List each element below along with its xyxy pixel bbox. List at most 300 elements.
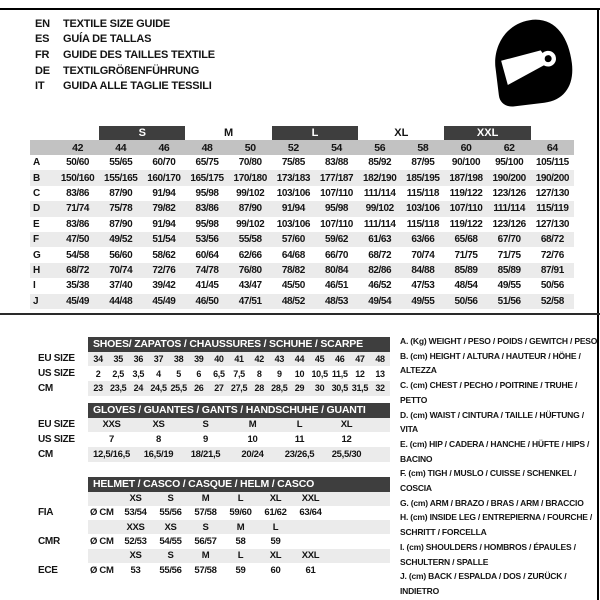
size-number-cell: 60 (444, 140, 487, 155)
value-cell: 24 (133, 383, 144, 394)
value-cell: XXS (102, 419, 121, 431)
gloves-table-body (30, 418, 390, 462)
measurement-cell: 84/88 (401, 263, 444, 278)
gloves-table-row (30, 432, 390, 447)
measurement-cell: 99/102 (358, 201, 401, 216)
measurement-cell: 83/88 (325, 157, 349, 169)
measurement-cell: 44/48 (99, 294, 142, 309)
row-values (88, 366, 390, 381)
measurement-cell: 105/115 (535, 157, 569, 169)
measurement-cell: 64/68 (281, 249, 305, 261)
textile-size-table (30, 126, 574, 309)
size-label-cell: XL (269, 550, 282, 562)
band-spacer (56, 126, 99, 140)
size-label-cell: XXS (126, 521, 145, 533)
measurement-cell: 50/56 (444, 294, 487, 309)
row-unit-label: EU SIZE (38, 419, 75, 431)
value-cell: 29 (294, 383, 305, 394)
measurement-cell: 70/74 (99, 263, 142, 278)
row-values (88, 549, 390, 563)
measurement-cell: 87/90 (109, 218, 133, 230)
measurement-cell: 71/75 (454, 249, 478, 261)
size-number-cell: 56 (358, 140, 401, 155)
measurement-cell: 46/52 (368, 280, 392, 292)
measurement-row (30, 217, 574, 232)
measurement-cell: 95/98 (315, 201, 358, 216)
value-cell: 4 (156, 368, 161, 379)
measurement-cell: 56/60 (109, 249, 133, 261)
language-row (35, 32, 215, 48)
language-row (35, 63, 215, 79)
measurement-cell: 48/53 (315, 294, 358, 309)
size-number-row (30, 140, 574, 155)
measurement-cell: 95/98 (195, 187, 219, 199)
measurement-cell: 46/50 (185, 294, 228, 309)
measurement-cell: 87/91 (531, 263, 574, 278)
value-cell: 13 (375, 368, 385, 379)
language-code: DE (35, 64, 50, 77)
value-cell: 6,5 (213, 368, 225, 379)
measurement-cell: 49/55 (497, 280, 521, 292)
row-unit-label: US SIZE (38, 434, 75, 446)
shoes-table-row (30, 352, 390, 367)
measurement-cell: 37/40 (109, 280, 133, 292)
value-cell: 43 (274, 353, 285, 364)
measurement-cell: 68/72 (368, 249, 392, 261)
value-cell: 47 (355, 353, 365, 364)
measurement-cell: 47/53 (411, 280, 435, 292)
measurement-cell: 83/86 (66, 218, 90, 230)
size-number-cell: 64 (531, 140, 574, 155)
measurement-cell: 65/75 (195, 157, 219, 169)
legend-item: H. (cm) INSIDE LEG / ENTREPIERNA / FOURCHE / SCHRITT / FORCELLA (400, 512, 593, 538)
size-group-label: XL (394, 127, 409, 139)
gloves-table-row (30, 447, 390, 462)
measurement-cell: 170/180 (229, 170, 272, 185)
language-list (35, 16, 215, 94)
measurement-cell: 185/195 (401, 170, 444, 185)
measurement-cell: 72/76 (142, 263, 185, 278)
measurement-row (30, 263, 574, 278)
size-label-cell: XL (269, 493, 282, 505)
value-cell: 16,5/19 (143, 448, 174, 460)
measurement-cell: 59/62 (315, 232, 358, 247)
measurement-cell: 50/56 (540, 280, 564, 292)
value-cell: 39 (194, 353, 204, 364)
value-cell: 11,5 (331, 368, 348, 379)
size-label-cell: L (237, 493, 244, 505)
value-cell: 40 (214, 353, 224, 364)
value-cell: 9 (276, 368, 282, 379)
value-cell: 26 (194, 383, 204, 394)
measurement-cell: 48/52 (272, 294, 315, 309)
measurement-cell: 83/86 (185, 201, 228, 216)
row-values (88, 492, 390, 506)
language-title: GUIDA ALLE TAGLIE TESSILI (63, 80, 212, 93)
measurement-cell: 173/183 (272, 170, 315, 185)
band-spacer (30, 126, 56, 140)
value-cell: 58 (235, 536, 246, 548)
value-cell: 8 (256, 368, 262, 379)
value-cell: 27 (214, 383, 224, 394)
gloves-size-table (30, 403, 390, 462)
measurement-cell: 67/70 (488, 232, 531, 247)
value-cell: 23/26,5 (284, 448, 315, 460)
row-values (88, 352, 390, 367)
measurement-cell: 103/106 (401, 201, 444, 216)
helmet-size-table (30, 477, 390, 577)
value-cell: 12,5/16,5 (93, 448, 130, 460)
value-cell: 55/56 (159, 564, 182, 576)
measurement-cell: 85/92 (368, 157, 392, 169)
language-title: TEXTILGRÖßENFÜHRUNG (63, 64, 200, 77)
measurement-cell: 87/90 (229, 201, 272, 216)
measurement-cell: 190/200 (488, 170, 531, 185)
value-cell: 2 (95, 368, 101, 379)
size-label-cell: S (167, 550, 174, 562)
value-cell: 61/62 (264, 507, 287, 519)
measurement-cell: 87/95 (411, 157, 435, 169)
legend-item: E. (cm) HIP / CADERA / HANCHE / HÜFTE / HIPS / BACINO (400, 438, 590, 464)
language-title: TEXTILE SIZE GUIDE (63, 17, 171, 30)
size-number-cell: 62 (488, 140, 531, 155)
measurement-cell: 187/198 (444, 170, 487, 185)
value-cell: 57/58 (194, 507, 217, 519)
measurement-row-label: J (30, 294, 56, 309)
measurement-cell: 70/74 (411, 249, 435, 261)
value-cell: 10 (294, 368, 305, 379)
measurement-row-label: D (30, 201, 56, 216)
measurement-cell: 51/54 (142, 232, 185, 247)
measurement-cell: 91/94 (152, 187, 176, 199)
size-label-cell: XS (129, 550, 142, 562)
legend-item: J. (cm) BACK / ESPALDA / DOS / ZURÜCK / INDIETRO (400, 571, 567, 596)
value-cell: 59/60 (229, 507, 252, 519)
size-group-label: L (272, 126, 358, 140)
measurement-cell: 49/52 (99, 232, 142, 247)
value-cell: 34 (93, 353, 103, 364)
helmet-sizes-row (30, 549, 390, 563)
measurement-cell: 95/98 (195, 218, 219, 230)
language-title: GUÍA DE TALLAS (63, 33, 152, 46)
measurement-cell: 119/122 (449, 218, 483, 230)
value-cell: 36 (133, 353, 144, 364)
measurement-row-label: H (30, 263, 56, 278)
measurement-cell: 79/82 (142, 201, 185, 216)
language-row (35, 16, 215, 32)
row-unit-label: CM (38, 448, 53, 460)
measurement-cell: 57/60 (272, 232, 315, 247)
value-cell: 44 (294, 353, 305, 364)
measurement-cell: 87/90 (109, 187, 133, 199)
size-label-cell: M (236, 521, 245, 533)
value-cell: S (202, 419, 209, 431)
measurement-cell: 63/66 (401, 232, 444, 247)
legend-item: B. (cm) HEIGHT / ALTURA / HAUTEUR / HÖHE / ALTEZZA (400, 350, 581, 376)
standard-label: CMR (38, 536, 60, 548)
helmet-sizes-row (30, 492, 390, 506)
measurement-cell: 71/74 (56, 201, 99, 216)
measurement-cell: 53/56 (185, 232, 228, 247)
value-cell: 3,5 (132, 368, 145, 379)
measurement-row-label: G (33, 249, 41, 261)
measurement-cell: 103/106 (276, 187, 311, 199)
measurement-cell: 75/78 (99, 201, 142, 216)
value-cell: 56/57 (194, 536, 217, 548)
diameter-unit-label: Ø CM (90, 507, 114, 519)
measurement-cell: 91/94 (272, 201, 315, 216)
measurement-cell: 58/62 (152, 249, 176, 261)
measurement-cell: 60/70 (152, 157, 176, 169)
measurement-cell: 182/190 (358, 170, 401, 185)
measurement-row (30, 170, 574, 185)
size-label-cell: M (201, 493, 210, 505)
measurement-cell: 99/102 (236, 187, 265, 199)
measurement-cell: 85/89 (444, 263, 487, 278)
value-cell: 24,5 (150, 383, 167, 394)
language-row (35, 47, 215, 63)
size-label-cell: XXL (301, 493, 320, 505)
measurement-cell: 78/82 (272, 263, 315, 278)
measurement-cell: 74/78 (185, 263, 228, 278)
size-number-cell: 54 (315, 140, 358, 155)
shoes-size-table (30, 337, 390, 396)
value-cell: 46 (335, 353, 345, 364)
value-cell: L (296, 419, 303, 431)
value-cell: 45 (314, 353, 325, 364)
measurement-cell: 48/54 (454, 280, 478, 292)
measurement-cell: 190/200 (531, 170, 574, 185)
helmet-icon-svg (484, 13, 576, 107)
size-number-cell: 46 (142, 140, 185, 155)
value-cell: 8 (156, 434, 161, 446)
size-group-label: S (99, 126, 185, 140)
row-values (88, 432, 390, 447)
value-cell: 37 (153, 353, 164, 364)
measurement-cell: 91/94 (152, 218, 176, 230)
measurement-cell: 35/38 (66, 280, 90, 292)
value-cell: 30,5 (331, 383, 348, 394)
diameter-unit-label: Ø CM (90, 564, 114, 576)
size-number-cell: 50 (229, 140, 272, 155)
measurement-cell: 45/49 (56, 294, 99, 309)
row-unit-label: US SIZE (38, 368, 75, 380)
row-values (88, 534, 390, 548)
helmet-table-title: HELMET / CASCO / CASQUE / HELM / CASCO (88, 477, 390, 492)
measurement-cell: 68/72 (56, 263, 99, 278)
legend-item: I. (cm) SHOULDERS / HOMBROS / ÉPAULES / SCHULTERN / SPALLE (400, 541, 576, 567)
measurement-cell: 103/106 (276, 218, 311, 230)
value-cell: 59 (270, 536, 281, 548)
value-cell: 48 (375, 353, 385, 364)
value-cell: XS (152, 419, 165, 431)
helmet-values-row (30, 563, 390, 577)
row-values (88, 381, 390, 396)
section-divider-line (0, 313, 600, 315)
value-cell: 28,5 (271, 383, 288, 394)
measurement-cell: 82/86 (358, 263, 401, 278)
value-cell: 53/54 (124, 507, 147, 519)
language-row (35, 78, 215, 94)
measurement-cell: 45/49 (142, 294, 185, 309)
measurement-cell: 55/65 (109, 157, 133, 169)
value-cell: 9 (203, 434, 208, 446)
standard-label: FIA (38, 507, 54, 519)
measurement-row-label: B (30, 170, 56, 185)
measurement-cell: 45/50 (281, 280, 305, 292)
value-cell: 57/58 (194, 564, 217, 576)
legend-item: A. (Kg) WEIGHT / PESO / POIDS / GEWITCH / PESO (400, 336, 598, 346)
value-cell: 60 (270, 564, 281, 576)
measurement-cell: 66/70 (325, 249, 349, 261)
helmet-values-row (30, 534, 390, 548)
measurement-cell: 160/170 (142, 170, 185, 185)
value-cell: 10 (247, 434, 258, 446)
measurement-cell: 150/160 (56, 170, 99, 185)
measurement-cell: 127/130 (535, 187, 570, 199)
measurement-cell: 60/64 (195, 249, 219, 261)
measurement-cell: 80/84 (315, 263, 358, 278)
measurement-cell: 72/76 (540, 249, 564, 261)
helmet-table-body (30, 492, 390, 578)
measurement-row (30, 155, 574, 170)
measurement-cell: 62/66 (238, 249, 262, 261)
row-values (88, 520, 390, 534)
measurement-cell: 68/72 (531, 232, 574, 247)
row-unit-label: EU SIZE (38, 353, 75, 365)
measurement-row (30, 232, 574, 247)
size-number-cell: 48 (185, 140, 228, 155)
value-cell: 7 (109, 434, 114, 446)
value-cell: 12 (341, 434, 352, 446)
value-cell: 23 (93, 383, 103, 394)
measurement-cell: 107/110 (444, 201, 487, 216)
measurement-cell: 54/58 (66, 249, 90, 261)
shoes-table-body (30, 352, 390, 396)
measurement-cell: 51/56 (488, 294, 531, 309)
measurement-cell: 123/126 (492, 187, 526, 199)
measurement-row (30, 247, 574, 262)
legend-item: G. (cm) ARM / BRAZO / BRAS / ARM / BRACCIO (400, 497, 584, 508)
value-cell: 2,5 (112, 368, 125, 379)
measurement-cell: 119/122 (449, 187, 483, 199)
value-cell: 10,5 (311, 368, 328, 379)
measurement-row (30, 201, 574, 216)
measurement-cell: 111/114 (363, 187, 396, 199)
value-cell: 30 (314, 383, 325, 394)
measurement-cell: 83/86 (66, 187, 90, 199)
value-cell: 7,5 (233, 368, 245, 379)
helmet-values-row (30, 506, 390, 520)
row-values (88, 563, 390, 577)
measurement-cell: 165/175 (185, 170, 228, 185)
value-cell: M (248, 419, 257, 431)
measurement-cell: 115/119 (531, 201, 574, 216)
measurement-cell: 71/75 (497, 249, 521, 261)
row-values (88, 447, 390, 462)
size-label-cell: XXL (301, 550, 320, 562)
value-cell: 20/24 (241, 448, 264, 460)
measurement-legend (400, 334, 600, 599)
measurement-row-label: I (33, 280, 36, 292)
language-title: GUIDE DES TAILLES TEXTILE (63, 48, 215, 61)
measurement-cell: 111/114 (488, 201, 531, 216)
value-cell: 28 (254, 383, 264, 394)
measurement-cell: 127/130 (535, 218, 570, 230)
measurement-cell: 41/45 (195, 280, 219, 292)
measurement-cell: 39/42 (152, 280, 176, 292)
size-number-cell: 52 (272, 140, 315, 155)
value-cell: 61 (305, 564, 316, 576)
value-cell: 25,5/30 (331, 448, 362, 460)
measurement-cell: 76/80 (229, 263, 272, 278)
value-cell: 63/64 (299, 507, 322, 519)
measurement-cell: 70/80 (238, 157, 262, 169)
size-group-label: M (224, 127, 234, 139)
value-cell: XL (340, 419, 353, 431)
value-cell: 31,5 (351, 383, 369, 394)
measurement-row (30, 278, 574, 293)
value-cell: 55/56 (159, 507, 182, 519)
num-spacer (30, 140, 56, 155)
measurement-cell: 47/51 (229, 294, 272, 309)
measurement-cell: 177/187 (315, 170, 358, 185)
racing-helmet-icon (484, 13, 576, 107)
size-label-cell: L (272, 521, 279, 533)
measurement-cell: 123/126 (492, 218, 526, 230)
value-cell: 11 (294, 434, 305, 446)
measurement-row-label: C (33, 187, 40, 199)
size-label-cell: XS (129, 493, 142, 505)
helmet-sizes-row (30, 520, 390, 534)
standard-label: ECE (38, 564, 58, 576)
value-cell: 54/55 (159, 536, 182, 548)
size-number-cell: 44 (99, 140, 142, 155)
size-number-cell: 42 (56, 140, 99, 155)
value-cell: 42 (254, 353, 264, 364)
size-label-cell: S (167, 493, 174, 505)
language-code: FR (35, 48, 50, 61)
value-cell: 23,5 (110, 383, 127, 394)
measurement-cell: 61/63 (358, 232, 401, 247)
measurement-row (30, 294, 574, 309)
measurement-cell: 107/110 (320, 187, 353, 199)
size-group-row (30, 126, 574, 140)
size-group-label: XXL (444, 126, 530, 140)
measurement-row-label: F (30, 232, 56, 247)
measurement-cell: 115/118 (406, 187, 439, 199)
measurement-cell: 47/50 (56, 232, 99, 247)
measurement-cell: 46/51 (325, 280, 349, 292)
measurement-cell: 50/60 (66, 157, 90, 169)
value-cell: 25,5 (170, 383, 187, 394)
size-label-cell: XS (164, 521, 177, 533)
language-code: IT (35, 80, 45, 93)
gloves-table-row (30, 418, 390, 433)
measurement-cell: 43/47 (238, 280, 262, 292)
measurement-cell: 85/89 (488, 263, 531, 278)
measurement-row-label: E (33, 218, 40, 230)
measurement-cell: 155/165 (99, 170, 142, 185)
measurement-cell: 75/85 (281, 157, 305, 169)
measurement-cell: 55/58 (229, 232, 272, 247)
measurement-cell: 65/68 (444, 232, 487, 247)
value-cell: 5 (176, 368, 181, 379)
row-values (88, 506, 390, 520)
size-label-cell: S (202, 521, 209, 533)
row-unit-label: CM (38, 382, 53, 394)
value-cell: 12 (355, 368, 365, 379)
